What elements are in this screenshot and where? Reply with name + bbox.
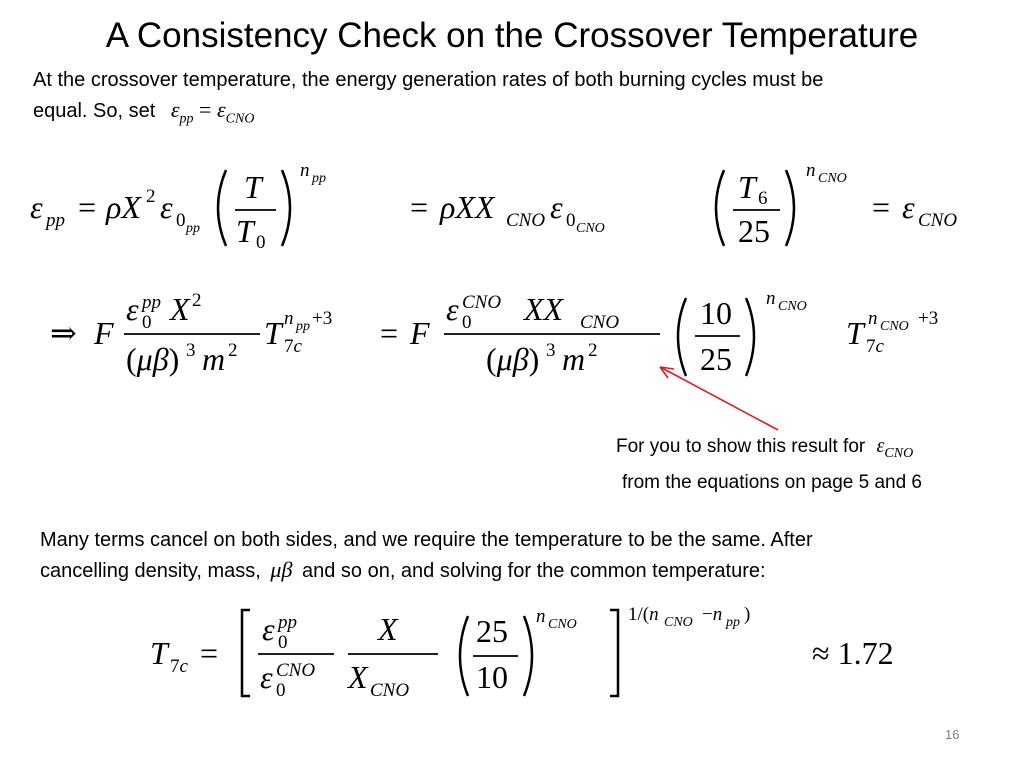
svg-text:CNO: CNO: [276, 660, 316, 681]
pointer-arrow: [650, 360, 790, 436]
intro-line-2: equal. So, set $\varepsilon_{pp} = \varepsilon_{CNO}$: [33, 97, 255, 127]
svg-text:25: 25: [476, 613, 508, 649]
svg-text:−n: −n: [702, 604, 723, 625]
svg-text:0: 0: [142, 312, 152, 333]
svg-text:CNO: CNO: [370, 680, 410, 701]
svg-text:X: X: [348, 659, 368, 695]
svg-text:2: 2: [192, 290, 202, 311]
svg-text:7c: 7c: [284, 336, 302, 357]
svg-text:ρX: ρX: [106, 189, 141, 225]
epsilon-cno-inline: $\varepsilon_{CNO}$: [876, 435, 914, 461]
svg-text:n: n: [766, 288, 776, 309]
svg-text:7c: 7c: [170, 656, 188, 677]
svg-text:CNO: CNO: [664, 615, 693, 630]
svg-text:pp: pp: [312, 171, 326, 186]
svg-text:CNO: CNO: [818, 171, 847, 186]
svg-text:1/(n: 1/(n: [628, 604, 659, 625]
svg-text:ε: ε: [902, 189, 915, 225]
svg-text:XX: XX: [524, 291, 564, 327]
svg-text:X: X: [170, 291, 190, 327]
svg-text:CNO: CNO: [778, 299, 807, 314]
svg-text:ε: ε: [260, 659, 273, 695]
svg-text:T: T: [264, 315, 282, 351]
svg-text:25: 25: [700, 341, 732, 377]
svg-text:=: =: [380, 315, 399, 351]
intro-text: [33, 66, 823, 133]
svg-text:T: T: [244, 169, 262, 205]
svg-text:m: m: [202, 341, 226, 377]
svg-text:6: 6: [758, 188, 768, 209]
svg-text:(μβ): (μβ): [126, 341, 180, 377]
svg-text:ε: ε: [262, 611, 275, 647]
svg-text:pp: pp: [726, 615, 740, 630]
svg-text:CNO: CNO: [576, 221, 605, 236]
svg-text:CNO: CNO: [918, 210, 958, 231]
svg-text:⇒: ⇒: [50, 315, 77, 351]
svg-text:=: =: [872, 189, 891, 225]
svg-text:T: T: [738, 169, 756, 205]
svg-text:n: n: [868, 308, 878, 329]
svg-text:0: 0: [276, 680, 286, 701]
svg-text:CNO: CNO: [580, 312, 620, 333]
svg-text:=: =: [78, 189, 97, 225]
svg-text:(μβ): (μβ): [486, 341, 540, 377]
svg-text:m: m: [562, 341, 586, 377]
svg-text:ε: ε: [550, 189, 563, 225]
svg-text:n: n: [806, 160, 816, 181]
svg-text:CNO: CNO: [880, 319, 909, 334]
svg-text:): ): [744, 604, 751, 625]
cancel-line-2: cancelling density, mass, μβ and so on, and solving for the common temperature:: [40, 557, 766, 582]
equation-energy-rates: [30, 158, 1000, 254]
svg-text:0: 0: [256, 232, 266, 253]
svg-text:pp: pp: [296, 319, 310, 334]
svg-text:10: 10: [476, 659, 508, 695]
svg-text:n: n: [536, 606, 546, 627]
svg-text:T: T: [846, 315, 864, 351]
svg-text:X: X: [378, 611, 398, 647]
note-line-2: from the equations on page 5 and 6: [622, 472, 923, 493]
svg-text:ρXX: ρXX: [440, 189, 495, 225]
svg-text:CNO: CNO: [506, 210, 546, 231]
page-number: 16: [945, 727, 960, 742]
svg-text:pp: pp: [186, 221, 200, 236]
svg-text:3: 3: [186, 340, 196, 361]
svg-text:n: n: [300, 160, 310, 181]
svg-text:7c: 7c: [866, 336, 884, 357]
equation-crossover-balance: [50, 284, 1000, 384]
svg-text:25: 25: [738, 213, 770, 249]
equation-common-temperature: [150, 600, 930, 704]
exercise-note: [616, 432, 922, 497]
svg-text:ε: ε: [446, 291, 459, 327]
svg-text:3: 3: [546, 340, 556, 361]
cancel-text: [40, 526, 813, 586]
epsilon-equality-inline: $\varepsilon_{pp} = \varepsilon_{CNO}$: [170, 97, 255, 127]
svg-text:pp: pp: [142, 292, 161, 313]
slide-title: A Consistency Check on the Crossover Temperature: [105, 16, 919, 55]
svg-text:=: =: [200, 635, 219, 671]
svg-text:T: T: [236, 213, 254, 249]
svg-text:F: F: [94, 315, 114, 351]
svg-text:+3: +3: [918, 308, 939, 329]
svg-text:n: n: [284, 308, 294, 329]
svg-text:pp: pp: [278, 612, 297, 633]
svg-text:+3: +3: [312, 308, 333, 329]
svg-text:ε: ε: [160, 189, 173, 225]
svg-text:0: 0: [566, 210, 576, 231]
svg-text:2: 2: [228, 340, 238, 361]
intro-line-1: At the crossover temperature, the energy generation rates of both burning cycles must be: [33, 69, 824, 91]
svg-text:T: T: [150, 635, 168, 671]
svg-text:0: 0: [278, 632, 288, 653]
cancel-line-1: Many terms cancel on both sides, and we require the temperature to be the same. After: [40, 529, 813, 551]
svg-text:0: 0: [462, 312, 472, 333]
svg-text:F: F: [410, 315, 430, 351]
svg-text:10: 10: [700, 295, 732, 331]
svg-text:CNO: CNO: [548, 617, 577, 632]
svg-text:CNO: CNO: [462, 292, 502, 313]
svg-text:ε: ε: [30, 189, 43, 225]
svg-text:2: 2: [588, 340, 598, 361]
svg-text:=: =: [410, 189, 429, 225]
svg-text:ε: ε: [126, 291, 139, 327]
svg-text:0: 0: [176, 210, 186, 231]
svg-text:pp: pp: [46, 210, 65, 231]
svg-text:2: 2: [146, 186, 156, 207]
note-line-1: For you to show this result for $\varepsilon_{CNO}$: [616, 435, 914, 461]
approx-result: ≈ 1.72: [812, 635, 894, 671]
mu-beta-inline: μβ: [270, 557, 293, 582]
